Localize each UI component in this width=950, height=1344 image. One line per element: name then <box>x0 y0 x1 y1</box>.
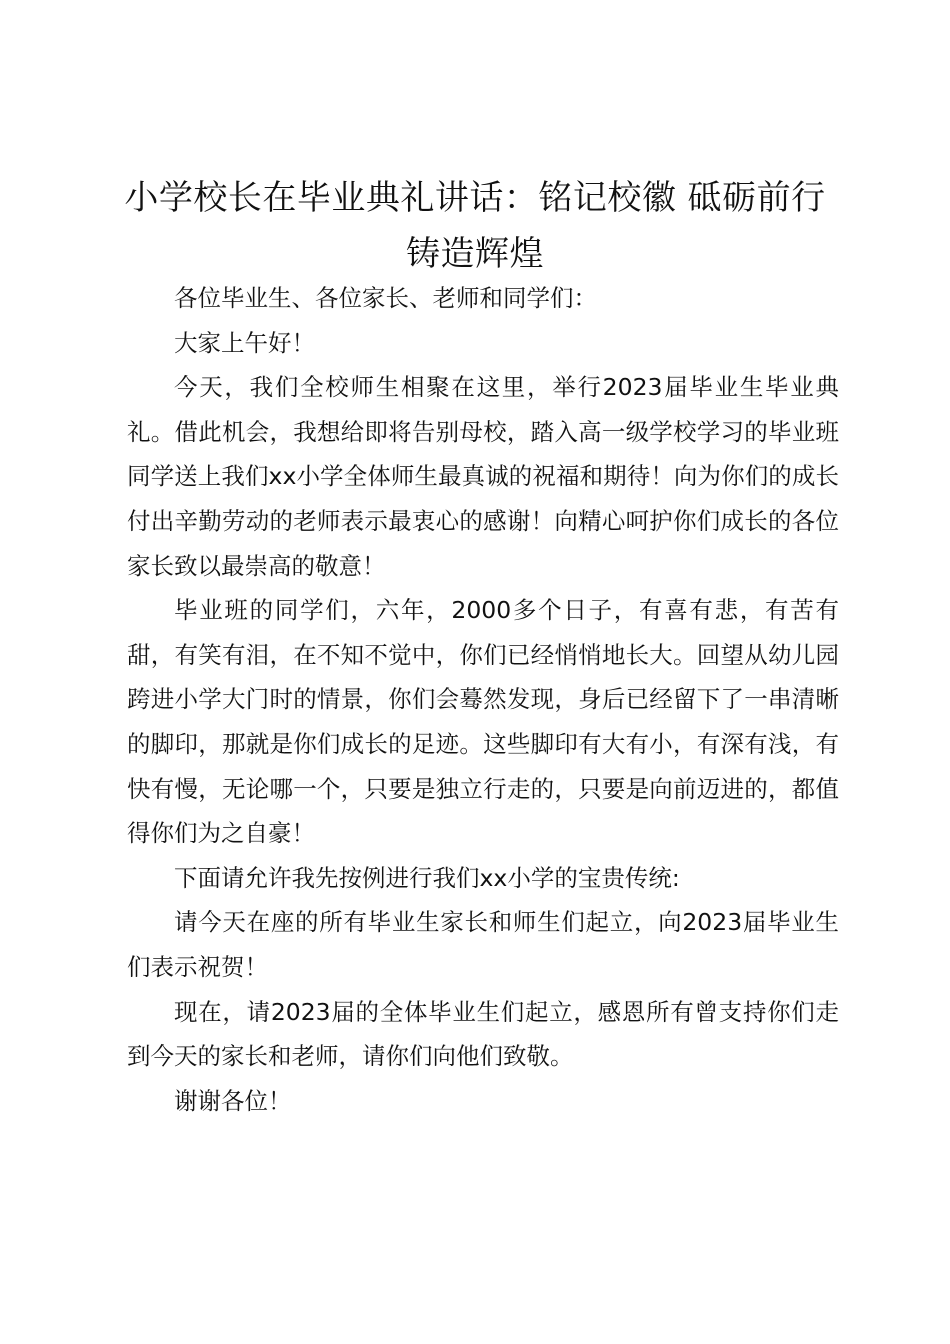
document-body <box>127 276 839 1123</box>
greeting: 大家上午好！ <box>174 328 315 357</box>
salutation: 各位毕业生、各位家长、老师和同学们： <box>174 284 597 312</box>
paragraph-parents-stand: 请今天在座的所有毕业生家长和师生们起立，向2023届毕业生们表示祝贺！ <box>127 908 839 981</box>
paragraph-tradition: 下面请允许我先按例进行我们xx小学的宝贵传统: <box>174 863 680 892</box>
paragraph-reflection: 毕业班的同学们，六年，2000多个日子，有喜有悲，有苦有甜，有笑有泪，在不知不觉中，你们已经悄悄地长大。回望从幼儿园跨进小学大门时的情景，你们会蓦然发现，身后已经留下了一串清晰的脚印，那就是你们成长的足迹。这些脚印有大有小，有深有浅，有快有慢，无论哪一个，只要是独立行走的，只要是向前迈进的，都值得你们为之自豪！ <box>127 596 839 848</box>
closing: 谢谢各位！ <box>174 1086 292 1115</box>
document-title: 小学校长在毕业典礼讲话：铭记校徽 砥砺前行 铸造辉煌 <box>124 178 826 274</box>
paragraph-opening: 今天，我们全校师生相聚在这里，举行2023届毕业生毕业典礼。借此机会，我想给即将告别母校，踏入高一级学校学习的毕业班同学送上我们xx小学全体师生最真诚的祝福和期待！向为你们的成长付出辛勤劳动的老师表示最衷心的感谢！向精心呵护你们成长的各位家长致以最崇高的敬意！ <box>127 373 839 580</box>
paragraph-graduates-stand: 现在，请2023届的全体毕业生们起立，感恩所有曾支持你们走到今天的家长和老师，请你们向他们致敬。 <box>127 997 839 1071</box>
